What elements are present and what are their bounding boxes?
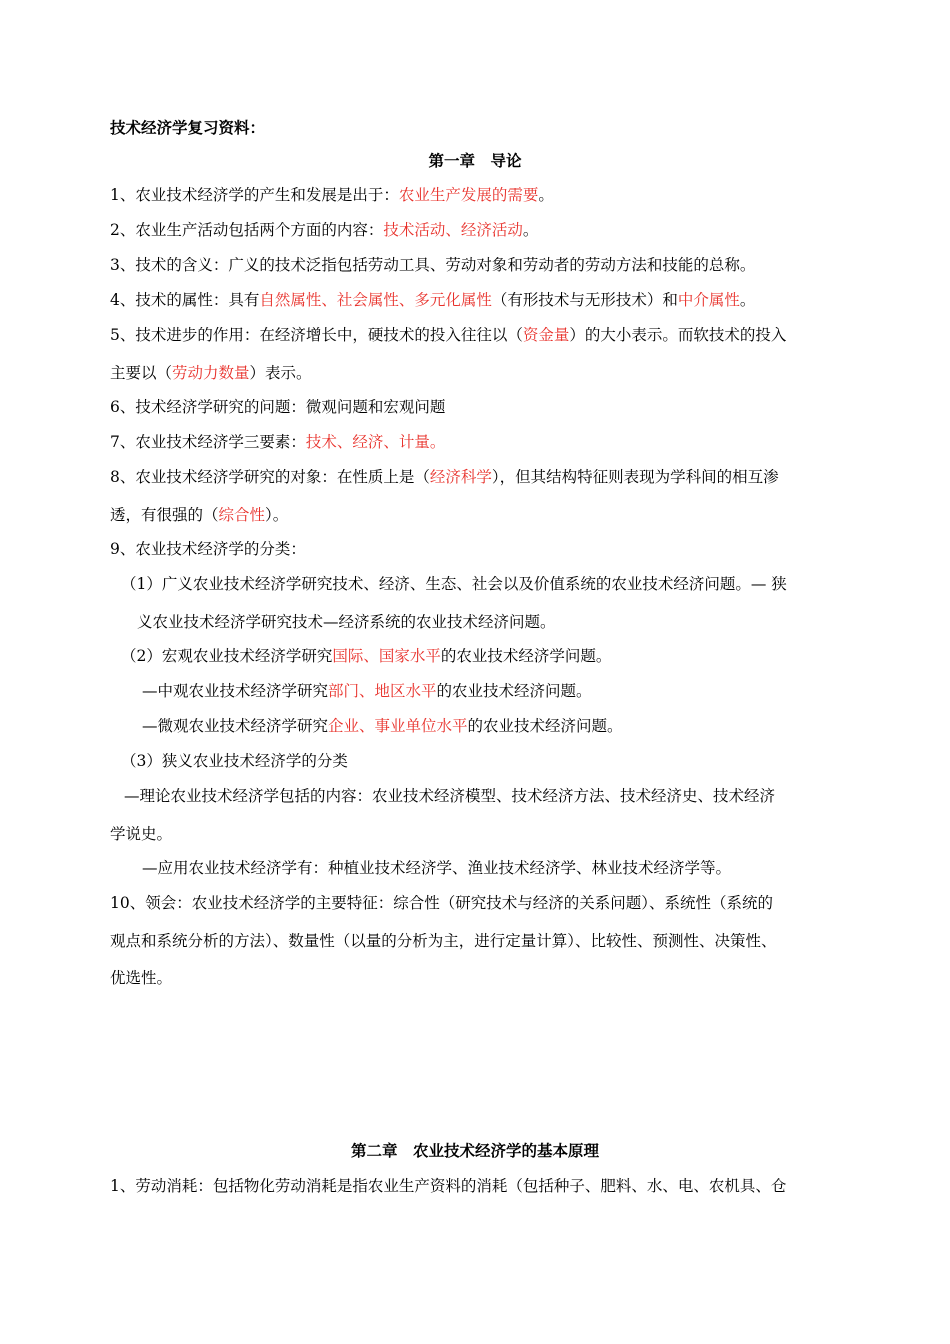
chapter2-paragraph-1: 1、劳动消耗：包括物化劳动消耗是指农业生产资料的消耗（包括种子、肥料、水、电、农机具、仓 xyxy=(110,1177,787,1195)
paragraph-10-end: 优选性。 xyxy=(110,969,173,987)
paragraph-3: 3、技术的含义：广义的技术泛指包括劳动工具、劳动对象和劳动者的劳动方法和技能的总称。 xyxy=(110,256,756,274)
doc-title: 技术经济学复习资料： xyxy=(110,119,266,137)
paragraph-8-cont: 透，有很强的（综合性）。 xyxy=(110,506,289,524)
chapter1-title: 第一章 导论 xyxy=(428,152,522,170)
paragraph-9-3-applied: —应用农业技术经济学有：种植业技术经济学、渔业技术经济学、林业技术经济学等。 xyxy=(142,859,732,877)
paragraph-9: 9、农业技术经济学的分类： xyxy=(110,540,306,558)
paragraph-9-2-micro: —微观农业技术经济学研究企业、事业单位水平的农业技术经济问题。 xyxy=(142,717,623,735)
paragraph-9-2-meso: —中观农业技术经济学研究部门、地区水平的农业技术经济问题。 xyxy=(142,682,592,700)
paragraph-9-1-cont: 义农业技术经济学研究技术—经济系统的农业技术经济问题。 xyxy=(137,613,556,631)
paragraph-10-cont: 观点和系统分析的方法）、数量性（以量的分析为主，进行定量计算）、比较性、预测性、决策性、 xyxy=(110,932,777,950)
paragraph-7: 7、农业技术经济学三要素：技术、经济、计量。 xyxy=(110,433,446,451)
paragraph-9-1: （1）广义农业技术经济学研究技术、经济、生态、社会以及价值系统的农业技术经济问题。— 狭 xyxy=(121,575,787,593)
paragraph-5-cont: 主要以（劳动力数量）表示。 xyxy=(110,364,312,382)
paragraph-9-3-theory: —理论农业技术经济学包括的内容：农业技术经济模型、技术经济方法、技术经济史、技术经济 xyxy=(124,787,776,805)
paragraph-10: 10、领会：农业技术经济学的主要特征：综合性（研究技术与经济的关系问题）、系统性（系统的 xyxy=(110,894,773,912)
paragraph-4: 4、技术的属性：具有自然属性、社会属性、多元化属性（有形技术与无形技术）和中介属性。 xyxy=(110,291,756,309)
chapter2-title: 第二章 农业技术经济学的基本原理 xyxy=(350,1142,599,1160)
paragraph-6: 6、技术经济学研究的问题：微观问题和宏观问题 xyxy=(110,398,446,416)
paragraph-9-3-theory-cont: 学说史。 xyxy=(110,825,173,843)
paragraph-1: 1、农业技术经济学的产生和发展是出于：农业生产发展的需要。 xyxy=(110,186,554,204)
paragraph-9-3: （3）狭义农业技术经济学的分类 xyxy=(121,752,348,770)
paragraph-8: 8、农业技术经济学研究的对象：在性质上是（经济科学），但其结构特征则表现为学科间的相互渗 xyxy=(110,468,779,486)
paragraph-2: 2、农业生产活动包括两个方面的内容：技术活动、经济活动。 xyxy=(110,221,539,239)
paragraph-9-2: （2）宏观农业技术经济学研究国际、国家水平的农业技术经济学问题。 xyxy=(121,647,612,665)
paragraph-5: 5、技术进步的作用：在经济增长中，硬技术的投入往往以（资金量）的大小表示。而软技术的投入 xyxy=(110,326,787,344)
